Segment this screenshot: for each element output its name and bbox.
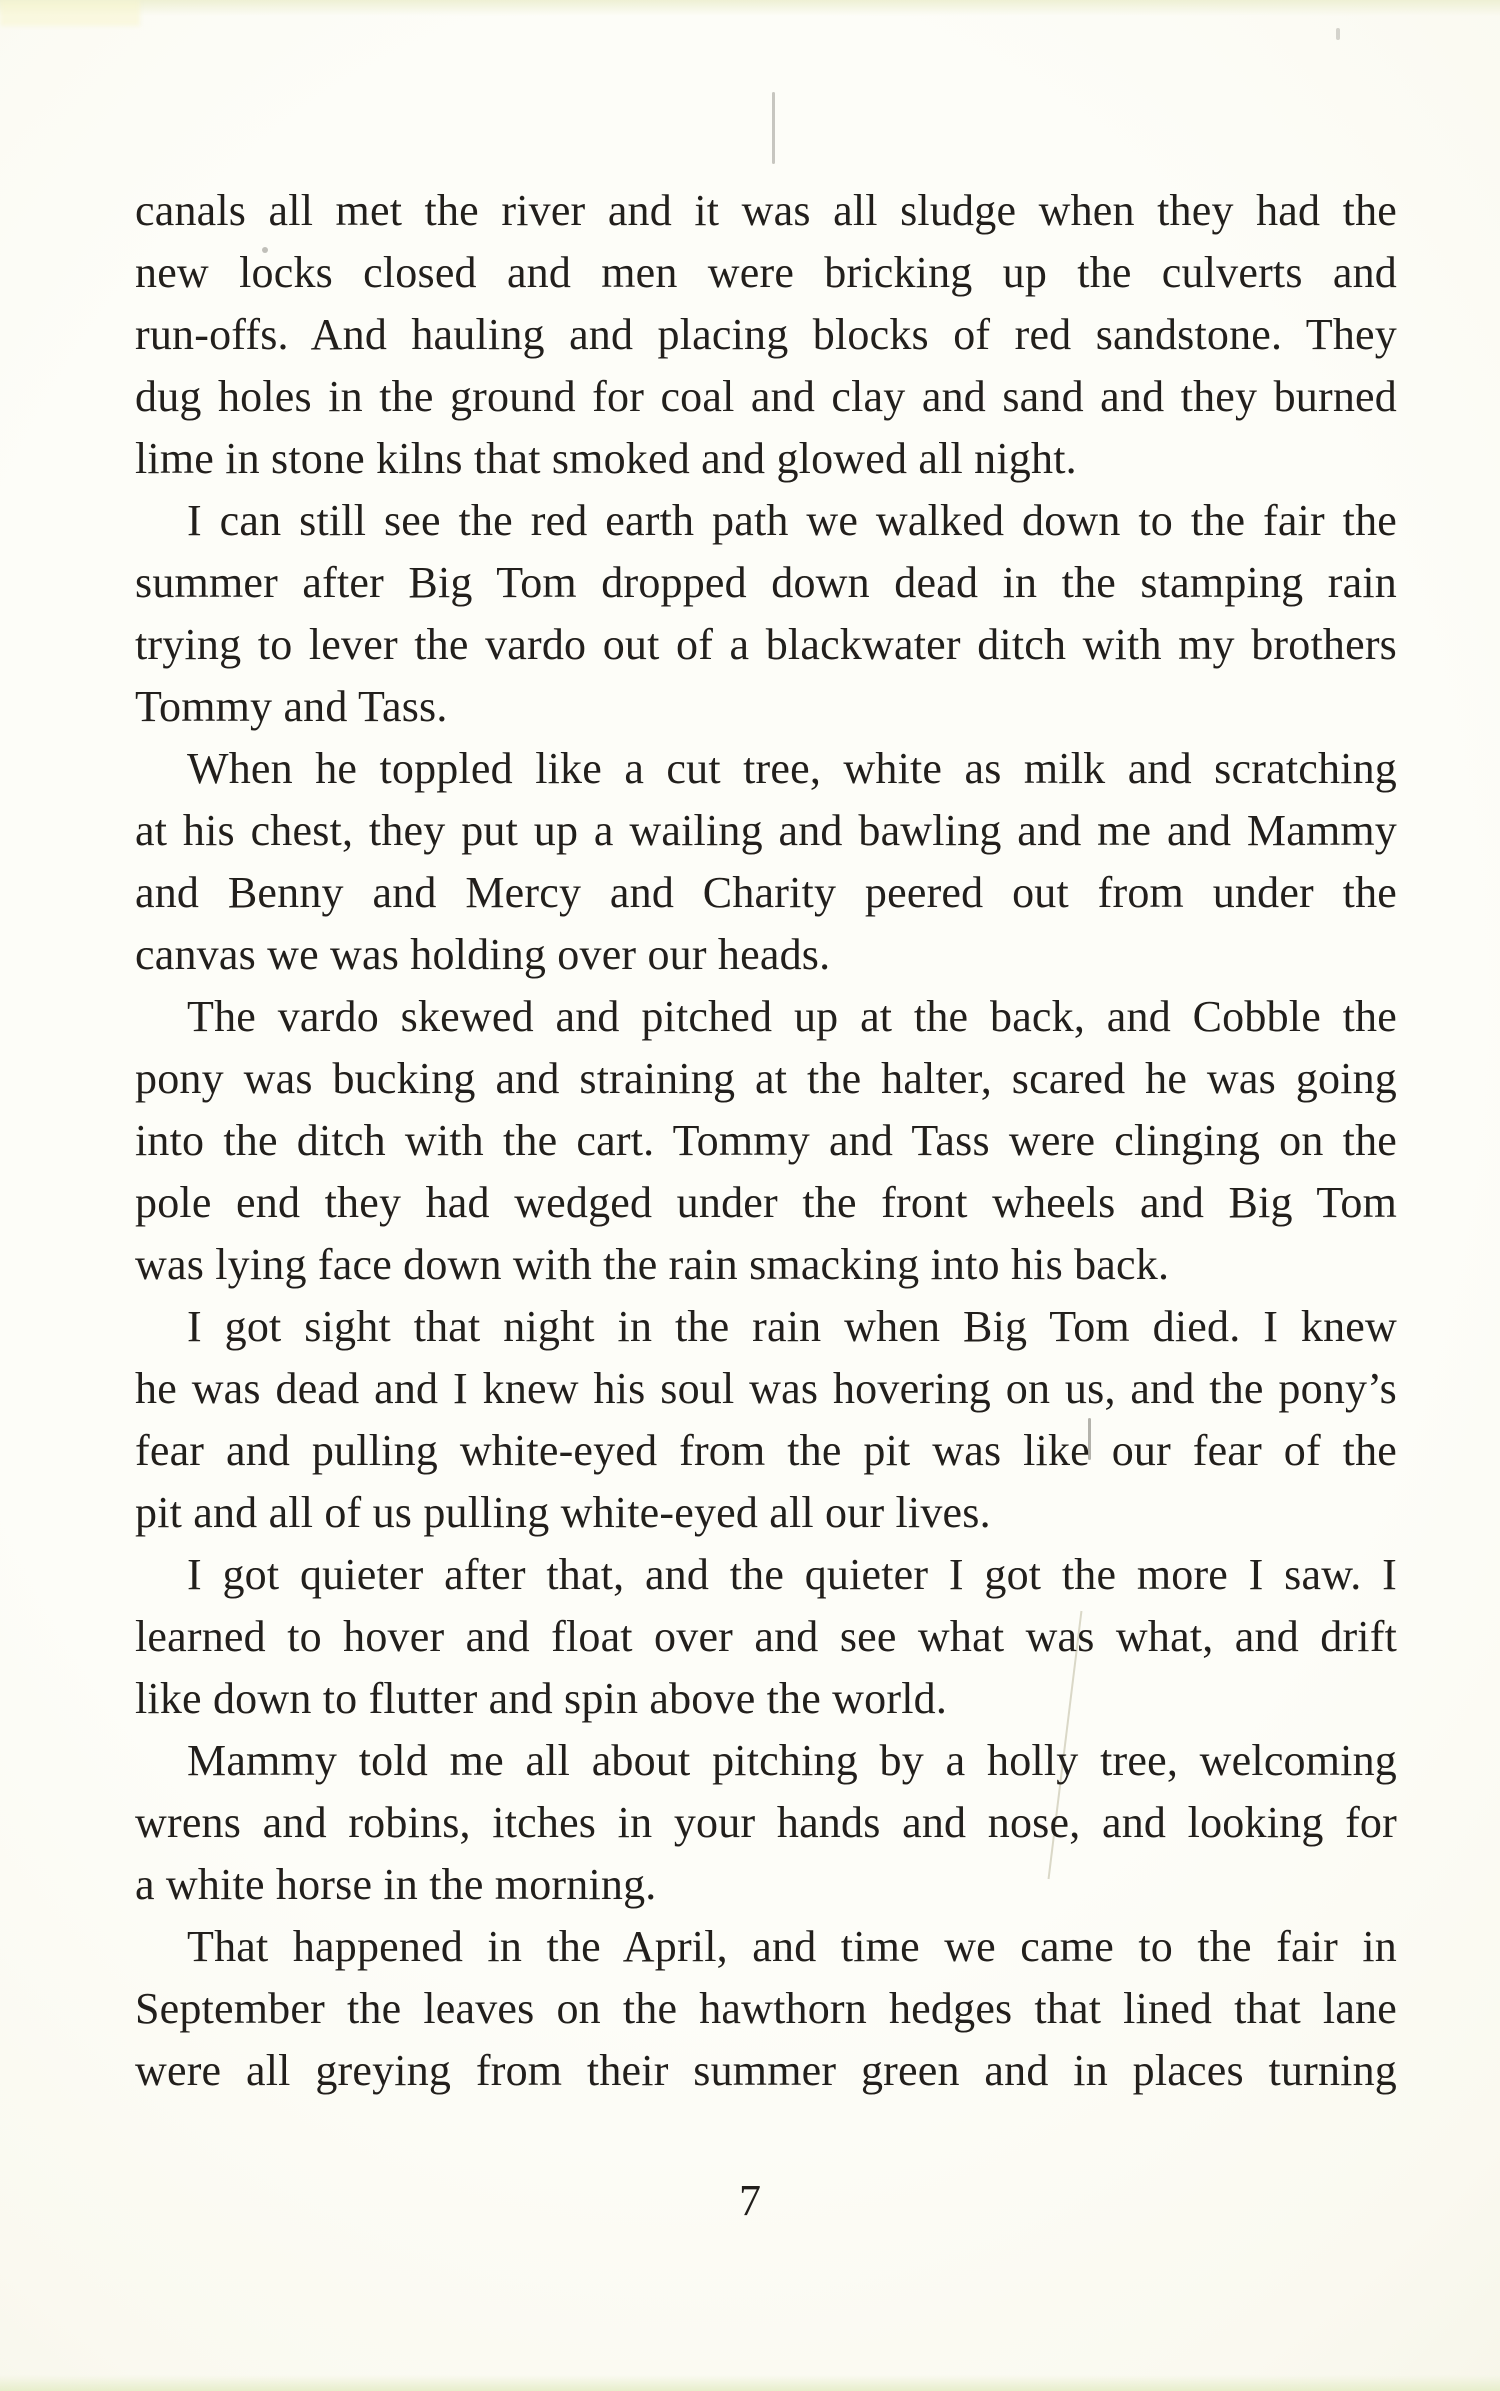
text-line: and Benny and Mercy and Charity peered out from under the xyxy=(135,868,1397,917)
text-line: Mammy told me all about pitching by a holly tree, welcoming xyxy=(187,1736,1397,1785)
text-line: pony was bucking and straining at the halter, scared he was going xyxy=(135,1054,1397,1103)
text-line: dug holes in the ground for coal and clay and sand and they burned xyxy=(135,372,1397,421)
page-number: 7 xyxy=(739,2176,761,2225)
text-line: run-offs. And hauling and placing blocks of red sandstone. They xyxy=(135,310,1397,359)
scan-artifact-speck xyxy=(1336,28,1340,40)
text-line: Tommy and Tass. xyxy=(135,682,448,731)
text-line: I can still see the red earth path we walked down to the fair the xyxy=(187,496,1397,545)
text-line: canvas we was holding over our heads. xyxy=(135,930,831,979)
body-text xyxy=(135,180,1397,2102)
text-line: a white horse in the morning. xyxy=(135,1860,657,1909)
text-line: I got quieter after that, and the quieter I got the more I saw. I xyxy=(187,1550,1397,1599)
text-line: trying to lever the vardo out of a blackwater ditch with my brothers xyxy=(135,620,1397,669)
text-line: he was dead and I knew his soul was hovering on us, and the pony’s xyxy=(135,1364,1397,1413)
text-line: was lying face down with the rain smacking into his back. xyxy=(135,1240,1170,1289)
text-line: at his chest, they put up a wailing and bawling and me and Mammy xyxy=(135,806,1397,855)
text-line: learned to hover and float over and see what was what, and drift xyxy=(135,1612,1397,1661)
text-line: canals all met the river and it was all sludge when they had the xyxy=(135,186,1397,235)
scan-edge-top xyxy=(0,0,1500,16)
text-line: pole end they had wedged under the front wheels and Big Tom xyxy=(135,1178,1397,1227)
text-line: September the leaves on the hawthorn hedges that lined that lane xyxy=(135,1984,1397,2033)
scan-corner-tint xyxy=(0,0,140,26)
text-line: wrens and robins, itches in your hands and nose, and looking for xyxy=(135,1798,1397,1847)
text-line: The vardo skewed and pitched up at the back, and Cobble the xyxy=(187,992,1397,1041)
text-line: lime in stone kilns that smoked and glowed all night. xyxy=(135,434,1077,483)
scan-edge-bottom xyxy=(0,2375,1500,2391)
text-line: summer after Big Tom dropped down dead in the stamping rain xyxy=(135,558,1397,607)
text-line: pit and all of us pulling white-eyed all our lives. xyxy=(135,1488,991,1537)
text-line: into the ditch with the cart. Tommy and Tass were clinging on the xyxy=(135,1116,1397,1165)
text-line: That happened in the April, and time we came to the fair in xyxy=(187,1922,1397,1971)
text-line: I got sight that night in the rain when Big Tom died. I knew xyxy=(187,1302,1397,1351)
text-line: fear and pulling white-eyed from the pit was like our fear of the xyxy=(135,1426,1397,1475)
text-line: new locks closed and men were bricking up the culverts and xyxy=(135,248,1397,297)
text-line: were all greying from their summer green and in places turning xyxy=(135,2046,1397,2095)
scan-artifact-vertical-mark xyxy=(772,92,775,164)
text-line: like down to flutter and spin above the world. xyxy=(135,1674,948,1723)
text-line: When he toppled like a cut tree, white as milk and scratching xyxy=(187,744,1397,793)
